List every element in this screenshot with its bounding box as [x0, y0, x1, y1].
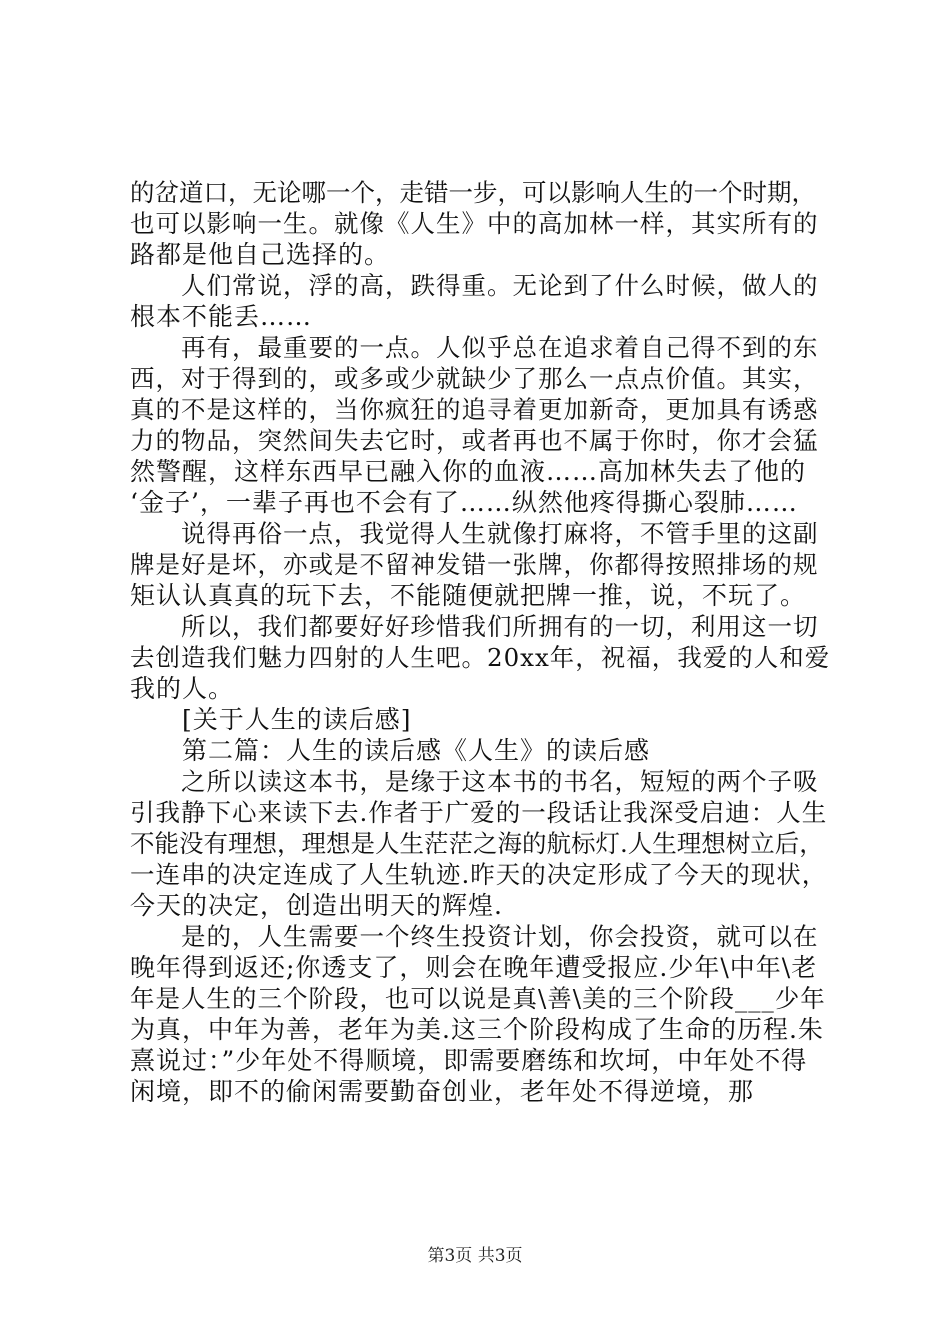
text-line: ‘金子’，一辈子再也不会有了……纵然他疼得撕心裂肺……	[130, 488, 798, 517]
text-line: 力的物品，突然间失去它时，或者再也不属于你时，你才会猛	[130, 426, 819, 455]
text-line: 矩认认真真的玩下去，不能随便就把牌一推，说，不玩了。	[130, 581, 807, 610]
page-number-footer: 第3页 共3页	[427, 1246, 523, 1266]
text-line: 不能没有理想，理想是人生茫茫之海的航标灯.人生理想树立后，	[130, 829, 824, 858]
text-line: 再有，最重要的一点。人似乎总在追求着自己得不到的东	[130, 333, 819, 362]
text-line: 去创造我们魅力四射的人生吧。20xx年，祝福，我爱的人和爱	[130, 643, 831, 672]
text-line: 路都是他自己选择的。	[130, 240, 391, 269]
text-line: 所以，我们都要好好珍惜我们所拥有的一切，利用这一切	[130, 612, 819, 641]
text-line: 的岔道口，无论哪一个，走错一步，可以影响人生的一个时期，	[130, 178, 816, 207]
text-line: 说得再俗一点，我觉得人生就像打麻将，不管手里的这副	[130, 519, 819, 548]
text-line: 真的不是这样的，当你疯狂的追寻着更加新奇，更加具有诱惑	[130, 395, 819, 424]
text-line: 人们常说，浮的高，跌得重。无论到了什么时候，做人的	[130, 271, 819, 300]
section-heading: 第二篇：人生的读后感《人生》的读后感	[130, 736, 651, 765]
text-line: 今天的决定，创造出明天的辉煌.	[130, 891, 503, 920]
text-line: 之所以读这本书，是缘于这本书的书名，短短的两个子吸	[130, 767, 819, 796]
text-line: 西，对于得到的，或多或少就缺少了那么一点点价值。其实，	[130, 364, 819, 393]
text-line: 也可以影响一生。就像《人生》中的高加林一样，其实所有的	[130, 209, 819, 238]
text-line: 闲境，即不的偷闲需要勤奋创业，老年处不得逆境，那	[130, 1077, 755, 1106]
text-line: 一连串的决定连成了人生轨迹.昨天的决定形成了今天的现状，	[130, 860, 828, 889]
text-line: 牌是好是坏，亦或是不留神发错一张牌，你都得按照排场的规	[130, 550, 819, 579]
text-line: 引我静下心来读下去.作者于广爱的一段话让我深受启迪：人生	[130, 798, 828, 827]
text-line: 我的人。	[130, 674, 235, 703]
text-line: 是的，人生需要一个终生投资计划，你会投资，就可以在	[130, 922, 819, 951]
text-line: 为真，中年为善，老年为美.这三个阶段构成了生命的历程.朱	[130, 1015, 824, 1044]
text-line: 晚年得到返还;你透支了，则会在晚年遭受报应.少年\中年\老	[130, 953, 818, 982]
section-link: [关于人生的读后感]	[130, 705, 412, 734]
text-line: 根本不能丢……	[130, 302, 313, 331]
text-line: 熹说过：”少年处不得顺境，即需要磨练和坎坷，中年处不得	[130, 1046, 808, 1075]
text-line: 然警醒，这样东西早已融入你的血液……高加林失去了他的	[130, 457, 807, 486]
text-line: 年是人生的三个阶段，也可以说是真\善\美的三个阶段___少年	[130, 984, 826, 1013]
